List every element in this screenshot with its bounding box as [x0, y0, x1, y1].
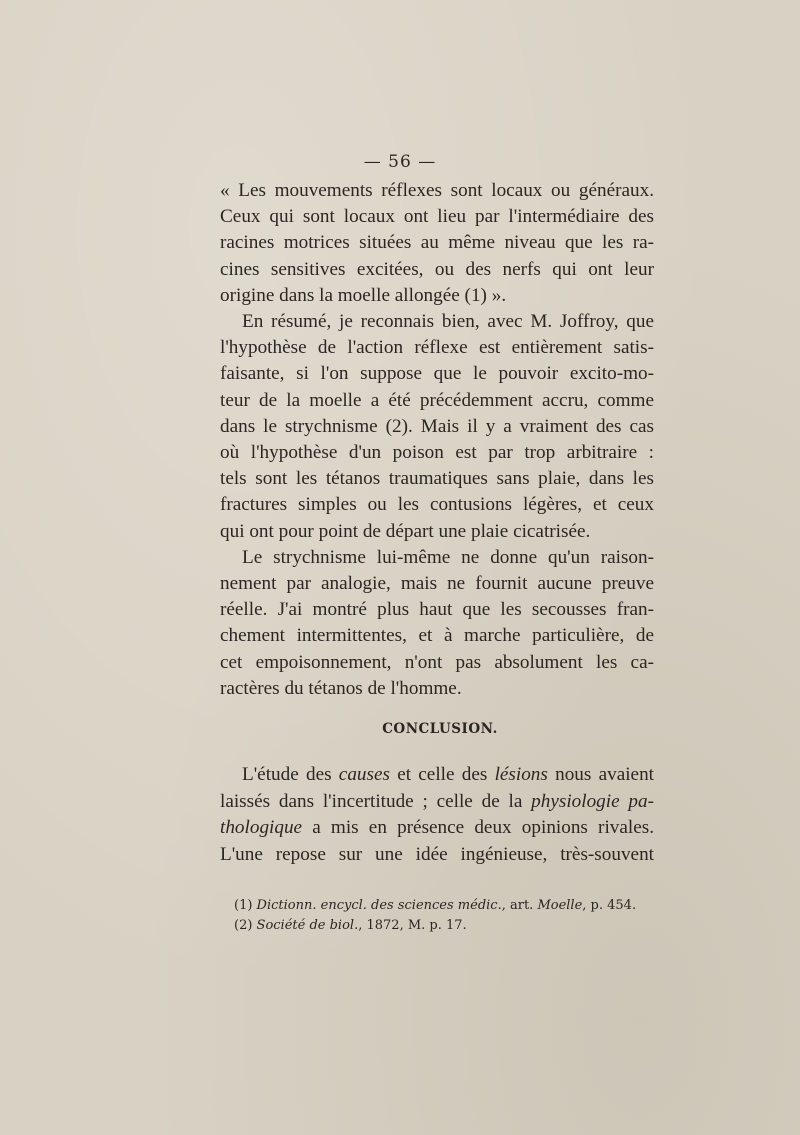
text-line — [220, 789, 654, 816]
footnote-1 — [234, 896, 637, 916]
text-line: nement par analogie, mais ne fournit aucune preuve — [220, 573, 654, 595]
footnote-marker: (1) — [234, 898, 257, 913]
footnote-2 — [234, 916, 634, 936]
text-line: où l'hypothèse d'un poison est par trop arbitraire : — [220, 442, 654, 464]
text-fragment: et celle des — [389, 764, 495, 785]
text-line: En résumé, je reconnais bien, avec M. Joffroy, que — [242, 311, 654, 333]
text-fragment: nous avaient — [547, 764, 655, 785]
italic-word: lésions — [494, 764, 548, 785]
italic-word: thologique — [220, 817, 303, 838]
text-line: faisante, si l'on suppose que le pouvoir excito-mo- — [220, 363, 654, 385]
text-fragment: , art. — [501, 898, 538, 913]
text-line: « Les mouvements réflexes sont locaux ou généraux. — [220, 180, 654, 201]
text-line: chement intermittentes, et à marche particulière, de — [220, 625, 654, 647]
footnote-marker: (2) — [234, 918, 257, 933]
italic-word: causes — [338, 764, 390, 785]
text-fragment: , p. 454. — [582, 898, 637, 913]
text-fragment: L'étude des — [242, 764, 339, 785]
text-fragment: laissés dans l'incertitude ; celle de la — [220, 790, 532, 812]
text-line: teur de la moelle a été précédemment accru, comme — [220, 389, 654, 411]
footnotes — [234, 896, 637, 936]
text-line: fractures simples ou les contusions légères, et ceux — [220, 494, 654, 516]
text-line — [220, 762, 654, 789]
text-line: L'une repose sur une idée ingénieuse, très-souvent — [220, 843, 654, 865]
text-fragment: , 1872, M. p. 17. — [358, 918, 467, 933]
text-line — [220, 815, 654, 842]
text-fragment: a mis en présence deux opinions rivales. — [302, 817, 654, 838]
text-line: Le strychnisme lui-même ne donne qu'un raison- — [242, 546, 654, 568]
text-line: Ceux qui sont locaux ont lieu par l'intermédiaire des — [220, 206, 654, 228]
text-line: qui ont pour point de départ une plaie cicatrisée. — [220, 520, 591, 542]
text-line: cines sensitives excitées, ou des nerfs qui ont leur — [220, 258, 654, 280]
text-line: l'hypothèse de l'action réflexe est entièrement satis- — [220, 337, 654, 359]
footnote-article: Moelle — [537, 898, 583, 913]
text-line: origine dans la moelle allongée (1) ». — [220, 284, 507, 306]
text-line: ractères du tétanos de l'homme. — [220, 677, 462, 699]
section-heading: CONCLUSION. — [382, 721, 498, 737]
footnote-source: Dictionn. encycl. des sciences médic. — [256, 898, 502, 913]
text-line: dans le strychnisme (2). Mais il y a vraiment des cas — [220, 415, 654, 437]
main-text — [220, 178, 654, 702]
page-number: — 56 — — [363, 152, 437, 172]
footnote-source: Société de biol. — [256, 918, 359, 933]
text-line: tels sont les tétanos traumatiques sans plaie, dans les — [220, 468, 654, 490]
italic-word: physiologie pa- — [531, 790, 654, 812]
text-line: réelle. J'ai montré plus haut que les secousses fran- — [220, 599, 654, 621]
text-line: cet empoisonnement, n'ont pas absolument les ca- — [220, 651, 654, 673]
conclusion-text — [220, 762, 654, 868]
text-line: racines motrices situées au même niveau que les ra- — [220, 232, 654, 254]
